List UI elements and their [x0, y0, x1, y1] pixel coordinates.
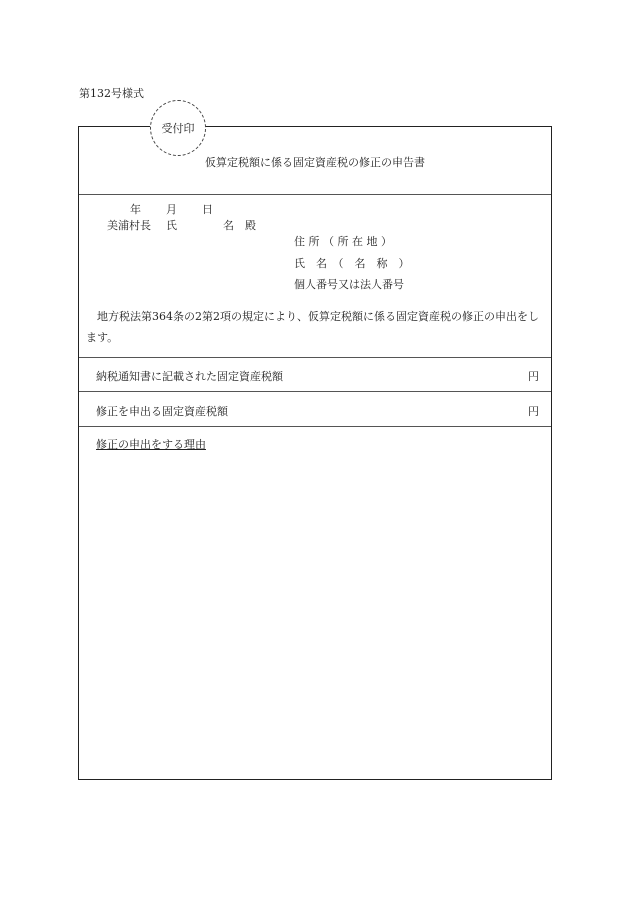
- notified-tax-amount-label: 納税通知書に記載された固定資産税額: [96, 370, 283, 383]
- applicant-number-label: 個人番号又は法人番号: [294, 278, 404, 291]
- reception-stamp-circle: [150, 100, 206, 156]
- divider: [79, 357, 551, 358]
- reason-label: 修正の申出をする理由: [96, 438, 206, 451]
- applicant-address-label: 住 所 （ 所 在 地 ）: [294, 235, 392, 248]
- corrected-tax-amount-unit: 円: [528, 405, 539, 418]
- corrected-tax-amount-label: 修正を申出る固定資産税額: [96, 405, 228, 418]
- date-month: 月: [166, 203, 177, 216]
- date-year: 年: [130, 203, 141, 216]
- form-title: 仮算定税額に係る固定資産税の修正の申告書: [205, 156, 425, 169]
- divider: [79, 194, 551, 195]
- date-day: 日: [202, 203, 213, 216]
- declaration-text: 地方税法第364条の2第2項の規定により、仮算定税額に係る固定資産税の修正の申出をします。: [86, 310, 539, 344]
- notified-tax-amount-unit: 円: [528, 370, 539, 383]
- addressee-shi: 氏: [166, 219, 177, 232]
- stamp-label: 受付印: [161, 122, 195, 135]
- divider: [79, 426, 551, 427]
- addressee-dono: 殿: [245, 219, 256, 232]
- addressee-na: 名: [223, 219, 234, 232]
- applicant-name-label: 氏 名 （ 名 称 ）: [294, 257, 410, 270]
- divider: [79, 391, 551, 392]
- form-number: 第132号様式: [79, 87, 144, 100]
- addressee-mayor: 美浦村長: [107, 219, 151, 232]
